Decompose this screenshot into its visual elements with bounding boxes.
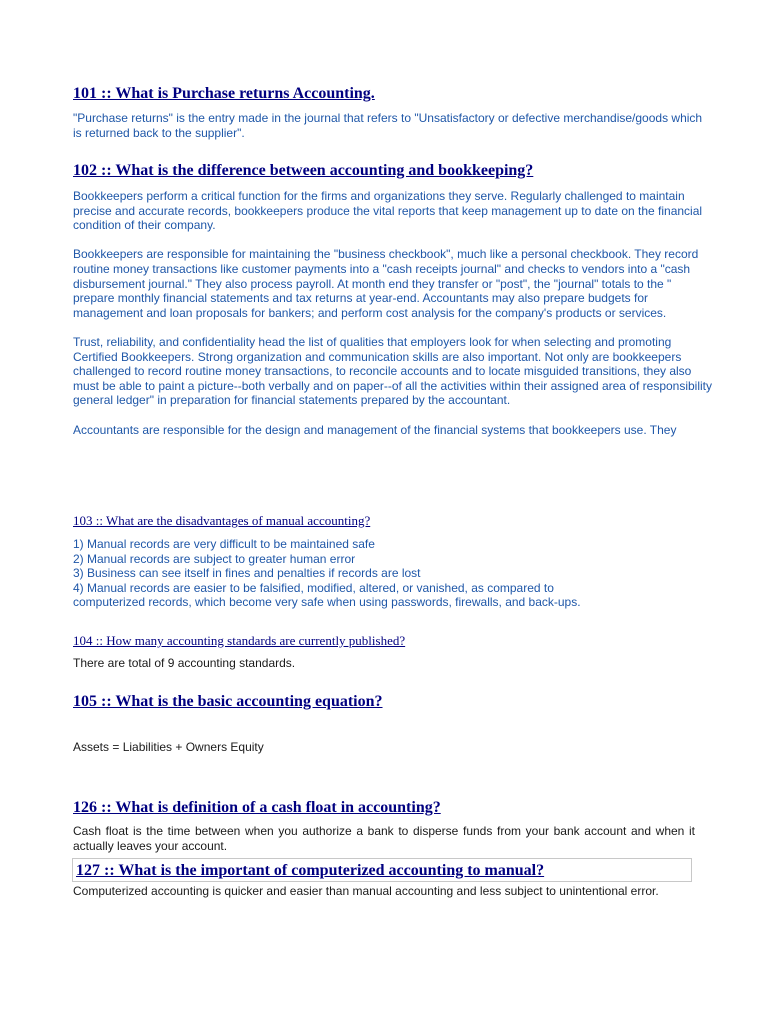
answer-102-paragraph-3: Trust, reliability, and confidentiality head the list of qualities that employers look for when selecting and promoting Certified Bookkeepers. Strong organization and communication skills are also important. Not only are bookkeepers challenged to record routine money transactions, to reconcile accounts and to locate misguided transitions, they also must be able to paint a picture--both verbally and on paper--of all the activities within their assigned area of responsibility general ledger" in preparation for financial statements prepared by the accountant. — [73, 334, 713, 408]
question-126-heading: 126 :: What is definition of a cash float in accounting? — [73, 799, 441, 816]
disadvantages-list — [73, 537, 613, 610]
list-item: 4) Manual records are easier to be falsified, modified, altered, or vanished, as compared to computerized records, which become very safe when using passwords, firewalls, and back-ups. — [73, 580, 581, 610]
answer-104-paragraph: There are total of 9 accounting standards. — [73, 656, 296, 670]
answer-101 — [73, 111, 703, 140]
answer-104 — [73, 656, 713, 671]
answer-103 — [73, 537, 613, 610]
answer-127-paragraph: Computerized accounting is quicker and easier than manual accounting and less subject to unintentional error. — [73, 884, 659, 898]
question-103-heading: 103 :: What are the disadvantages of manual accounting? — [73, 513, 371, 528]
answer-102-paragraph-4: Accountants are responsible for the design and management of the financial systems that bookkeepers use. They — [73, 422, 677, 437]
answer-105-paragraph: Assets = Liabilities + Owners Equity — [73, 740, 264, 754]
answer-126-paragraph: Cash float is the time between when you authorize a bank to disperse funds from your bank account and when it actually leaves your account. — [73, 824, 695, 853]
question-102-heading: 102 :: What is the difference between accounting and bookkeeping? — [73, 162, 534, 179]
answer-105 — [73, 740, 713, 755]
answer-102-paragraph-1: Bookkeepers perform a critical function for the firms and organizations they serve. Regularly challenged to maintain precise and accurate records, bookkeepers produce the vital reports that keep management up to date on the financial condition of their company. — [73, 189, 703, 233]
answer-102-paragraph-2: Bookkeepers are responsible for maintaining the "business checkbook", much like a personal checkbook. They record routine money transactions like customer payments into a "cash receipts journal" and checks to vendors into a "cash disbursement journal." They also process payroll. At month end they transfer or "post", the "journal" totals to the " prepare monthly financial statements and tax returns at year-end. Accountants may also prepare budgets for management and loan proposals for bankers; and perform cost analysis for the company's products or services. — [73, 247, 699, 320]
answer-126 — [73, 824, 695, 853]
answer-101-paragraph: "Purchase returns" is the entry made in the journal that refers to "Unsatisfactory or defective merchandise/goods which is returned back to the supplier". — [73, 111, 703, 140]
list-item: 1) Manual records are very difficult to be maintained safe — [73, 537, 375, 551]
question-104-heading: 104 :: How many accounting standards are currently published? — [73, 633, 406, 648]
answer-127 — [73, 884, 695, 899]
answer-102 — [73, 189, 713, 437]
list-item: 2) Manual records are subject to greater human error — [73, 551, 356, 566]
question-105-heading: 105 :: What is the basic accounting equation? — [73, 693, 383, 710]
question-127-heading: 127 :: What is the important of computerized accounting to manual? — [76, 862, 545, 879]
list-item: 3) Business can see itself in fines and penalties if records are lost — [73, 566, 421, 581]
question-101-heading: 101 :: What is Purchase returns Accounting. — [73, 85, 375, 102]
